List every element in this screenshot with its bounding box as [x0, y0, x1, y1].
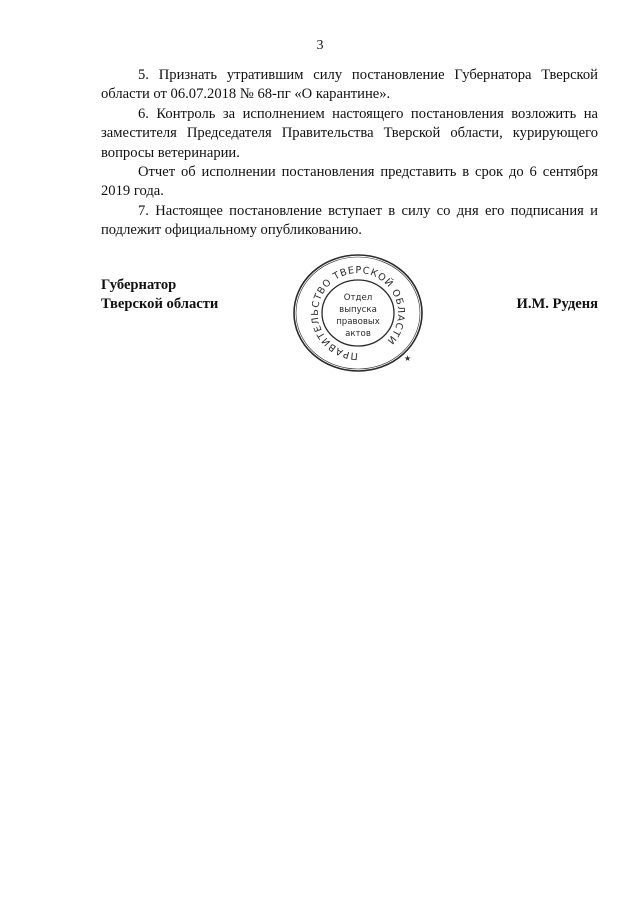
seal-center-line3: правовых [336, 317, 380, 327]
seal-center-line2: выпуска [339, 305, 377, 315]
signer-position-line2: Тверской области [101, 296, 219, 312]
paragraph-item-7: 7. Настоящее постановление вступает в силу со дня его подписания и подлежит официальному опубликованию. [101, 202, 598, 239]
document-body [101, 66, 598, 241]
signer-position-line1: Губернатор [101, 277, 177, 293]
seal-center-line4: актов [345, 329, 371, 339]
paragraph-item-6: 6. Контроль за исполнением настоящего постановления возложить на заместителя Председателя Правительства Тверской области, курирующего вопросы ветеринарии. [101, 105, 598, 161]
seal-ring-text: ПРАВИТЕЛЬСТВО ТВЕРСКОЙ ОБЛАСТИ [309, 264, 407, 362]
page-number: 3 [316, 38, 324, 53]
seal-center-line1: Отдел [343, 293, 373, 303]
signer-position [101, 276, 218, 314]
seal-star-icon: ★ [404, 354, 412, 363]
official-seal-icon [290, 251, 426, 375]
paragraph-report-deadline: Отчет об исполнении постановления представить в срок до 6 сентября 2019 года. [101, 164, 598, 200]
paragraph-item-5: 5. Признать утратившим силу постановление Губернатора Тверской области от 06.07.2018 № 68-пг «О карантине». [101, 67, 598, 103]
signer-name: И.М. Руденя [516, 296, 598, 312]
